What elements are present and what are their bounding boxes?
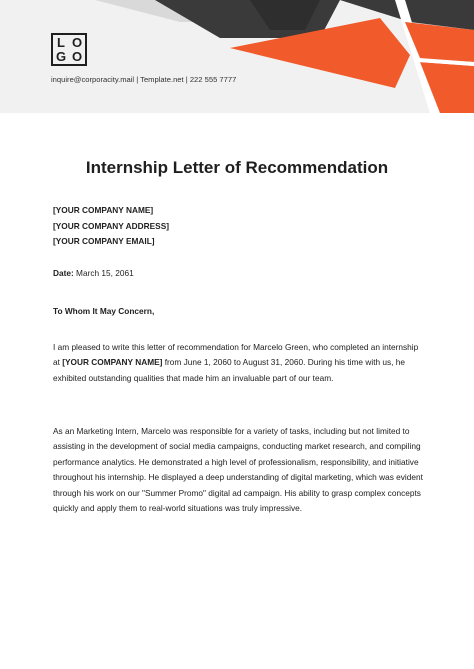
company-logo (51, 33, 87, 66)
company-address: [YOUR COMPANY ADDRESS] (53, 220, 170, 231)
company-email: [YOUR COMPANY EMAIL] (53, 236, 155, 246)
company-name: [YOUR COMPANY NAME] (53, 205, 154, 215)
paragraph-text: from June 1, 2060 to August 31, 2060. During his time with us, he exhibited outstanding qualities that made him an invaluable part of our team. (53, 357, 406, 383)
document-title: Internship Letter of Recommendation (85, 158, 389, 177)
date-line (53, 268, 134, 278)
company-name-inline: [YOUR COMPANY NAME] (62, 357, 163, 368)
paragraph-responsibilities: As an Marketing Intern, Marcelo was responsible for a variety of tasks, including but not limited to assisting in the development of social media campaigns, conducting market research, and compiling performance analytics. He demonstrated a high level of professionalism, responsibility, and initiative throughout his internship. He displayed a deep understanding of digital marketing, which was evident through his work on our "Summer Promo" digital ad campaign. His ability to grasp complex concepts quickly and apply them to real-world situations was truly impressive. (53, 426, 423, 514)
salutation: To Whom It May Concern, (53, 306, 155, 316)
logo-letter: O (71, 49, 83, 65)
logo-letter: L (57, 34, 65, 50)
date-label: Date: (53, 268, 74, 278)
company-address-block (53, 203, 169, 250)
logo-letter: G (55, 49, 67, 65)
letterhead (0, 0, 474, 113)
date-value: March 15, 2061 (73, 268, 134, 278)
paragraph-text: I am pleased to write this letter of recommendation for Marcelo Green, who completed an internship at (53, 342, 419, 368)
contact-info: inquire@corporacity.mail | Template.net | 222 555 7777 (51, 75, 237, 84)
paragraph-intro (53, 340, 425, 386)
logo-letter: O (71, 34, 83, 50)
